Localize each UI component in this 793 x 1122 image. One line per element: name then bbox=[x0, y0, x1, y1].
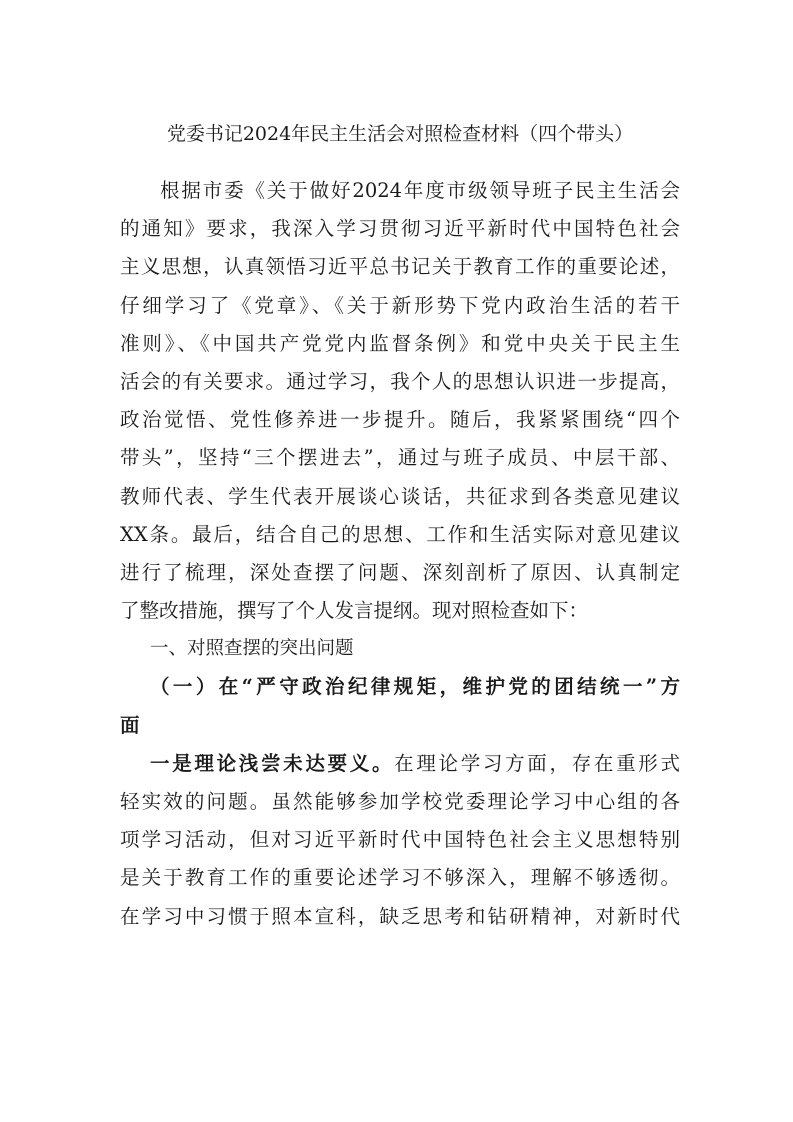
point-line: 是关于教育工作的重要论述学习不够深入，理解不够透彻。 bbox=[120, 866, 680, 890]
subsection-heading-line: 面 bbox=[120, 713, 140, 737]
intro-line: 了整改措施，撰写了个人发言提纲。现对照检查如下： bbox=[120, 599, 589, 623]
subsection-heading bbox=[120, 668, 680, 744]
intro-line: 准则》、《中国共产党党内监督条例》和党中央关于民主生 bbox=[120, 331, 680, 355]
section-heading: 一、对照查摆的突出问题 bbox=[150, 638, 354, 660]
intro-line: 主义思想，认真领悟习近平总书记关于教育工作的重要论述， bbox=[120, 255, 680, 279]
point-line: 轻实效的问题。虽然能够参加学校党委理论学习中心组的各 bbox=[120, 790, 680, 813]
intro-line: 进行了梳理，深处查摆了问题、深刻剖析了原因、认真制定 bbox=[120, 560, 680, 584]
document-body bbox=[120, 172, 680, 936]
intro-line: 活会的有关要求。通过学习，我个人的思想认识进一步提高， bbox=[120, 369, 680, 393]
point-line: 在学习中习惯于照本宣科，缺乏思考和钻研精神，对新时代 bbox=[120, 904, 680, 928]
intro-line: 的通知》要求，我深入学习贯彻习近平新时代中国特色社会 bbox=[120, 217, 680, 241]
point-first-line bbox=[120, 745, 680, 783]
subsection-heading-line: （一）在“严守政治纪律规矩，维护党的团结统一”方 bbox=[150, 675, 680, 699]
point-paragraph bbox=[120, 745, 680, 936]
intro-line: 政治觉悟、党性修养进一步提升。随后，我紧紧围绕“四个 bbox=[120, 408, 680, 432]
intro-line: 根据市委《关于做好2024年度市级领导班子民主生活会 bbox=[160, 179, 680, 202]
document-title: 党委书记2024年民主生活会对照检查材料（四个带头） bbox=[166, 123, 634, 145]
intro-line: 带头”，坚持“三个摆进去”，通过与班子成员、中层干部、 bbox=[120, 446, 680, 470]
point-first-line-rest: 在理论学习方面，存在重形式 bbox=[394, 751, 680, 775]
intro-line: 教师代表、学生代表开展谈心谈话，共征求到各类意见建议 bbox=[120, 484, 680, 508]
point-line: 项学习活动，但对习近平新时代中国特色社会主义思想特别 bbox=[120, 828, 680, 852]
intro-line: 仔细学习了《党章》、《关于新形势下党内政治生活的若干 bbox=[120, 293, 680, 317]
point-lead: 一是理论浅尝未达要义。 bbox=[150, 751, 395, 775]
intro-line: XX条。最后，结合自己的思想、工作和生活实际对意见建议 bbox=[120, 522, 680, 546]
intro-paragraph bbox=[120, 172, 680, 630]
